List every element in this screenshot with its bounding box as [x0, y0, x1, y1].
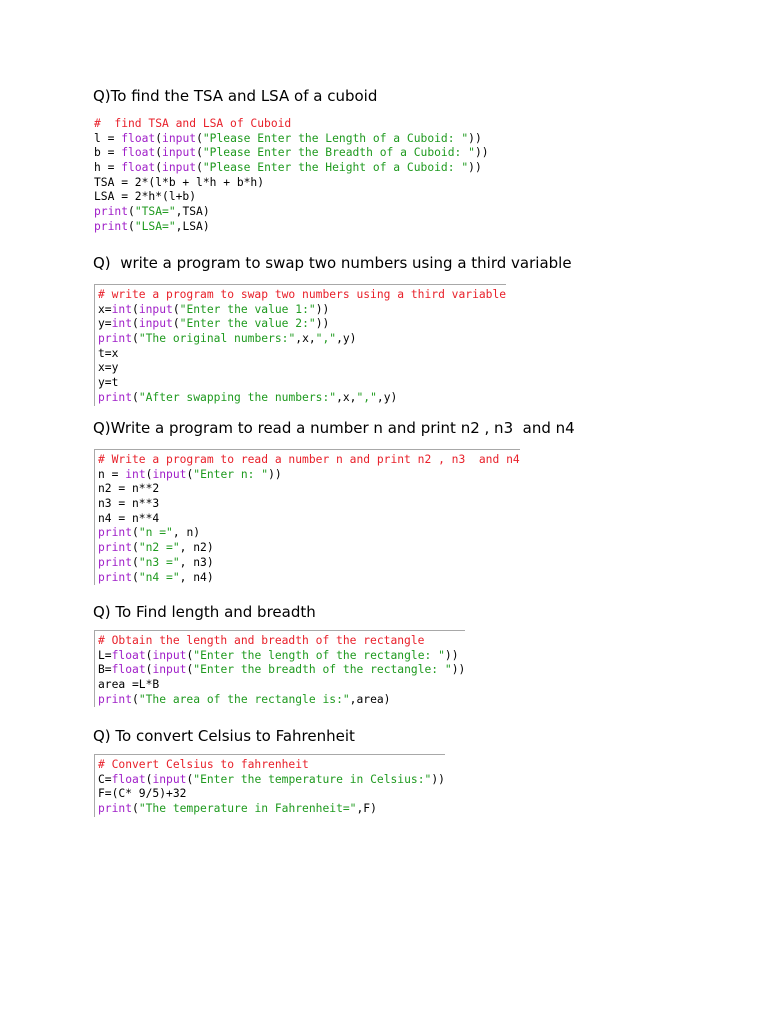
code-token-plain: ( [132, 692, 139, 706]
code-line [98, 453, 520, 468]
code-line [98, 347, 506, 362]
code-token-str: "," [356, 390, 377, 404]
code-token-plain: ( [132, 555, 139, 569]
code-token-plain: ( [128, 205, 135, 219]
code-line [98, 332, 506, 347]
code-token-plain: ( [132, 302, 139, 316]
code-token-plain: ,F) [356, 802, 377, 816]
code-token-plain: )) [451, 663, 466, 677]
code-token-plain: )) [431, 772, 445, 786]
section-5-heading: Q) To convert Celsius to Fahrenheit [93, 727, 355, 745]
code-token-plain: ,y) [336, 332, 357, 346]
code-token-plain: ( [145, 648, 153, 662]
code-token-plain: ( [155, 131, 163, 145]
code-token-plain: TSA = 2*(l*b + l*h + b*h) [94, 175, 265, 189]
code-token-comment: # Convert Celsius to fahrenheit [98, 758, 309, 771]
code-token-plain: x=y [98, 361, 119, 375]
code-token-plain: ,x, [336, 390, 357, 404]
code-line [94, 161, 489, 176]
code-token-plain: ,area) [349, 692, 391, 706]
code-token-str: "n =" [138, 526, 173, 540]
code-token-str: "The original numbers:" [138, 332, 296, 346]
code-token-plain: ( [196, 161, 203, 175]
code-token-str: "Enter n: " [193, 467, 269, 481]
code-line [98, 693, 465, 708]
code-token-plain: )) [315, 302, 330, 316]
code-line [94, 146, 489, 161]
code-token-kw: input [152, 663, 187, 677]
section-1-code [94, 117, 489, 235]
code-token-comment: # Obtain the length and breadth of the rectangle [98, 634, 425, 647]
code-token-plain: , n4) [179, 570, 214, 584]
code-token-str: "Please Enter the Length of a Cuboid: " [202, 131, 469, 145]
code-token-plain: t=x [98, 346, 119, 360]
code-line [98, 787, 445, 802]
code-token-kw: input [162, 161, 197, 175]
code-line [98, 482, 520, 497]
code-token-plain: b = [94, 146, 122, 160]
code-token-kw: input [152, 648, 187, 662]
code-token-plain: ( [132, 332, 139, 346]
code-token-plain: )) [315, 317, 330, 331]
code-token-plain: ( [132, 390, 139, 404]
code-token-kw: print [98, 570, 133, 584]
section-4-code [94, 630, 465, 707]
code-token-kw: float [121, 131, 156, 145]
code-token-plain: y=t [98, 376, 119, 390]
code-token-str: "Please Enter the Height of a Cuboid: " [202, 161, 469, 175]
code-token-plain: ( [172, 317, 180, 331]
code-token-kw: float [121, 161, 156, 175]
code-token-plain: , n) [172, 526, 201, 540]
code-token-comment: # find TSA and LSA of Cuboid [94, 117, 292, 130]
code-token-plain: ,x, [295, 332, 316, 346]
code-token-kw: print [98, 526, 133, 540]
code-token-plain: )) [444, 648, 459, 662]
code-token-str: "n2 =" [138, 541, 180, 555]
section-2-heading: Q) write a program to swap two numbers using a third variable [93, 254, 572, 272]
code-token-plain: ( [155, 146, 163, 160]
code-token-plain: area =L*B [98, 678, 160, 692]
code-line [98, 758, 445, 773]
code-token-kw: input [152, 467, 187, 481]
code-token-plain: ( [145, 772, 153, 786]
code-token-comment: # write a program to swap two numbers using a third variable [98, 288, 507, 301]
code-token-plain: , n3) [179, 555, 214, 569]
code-token-str: "After swapping the numbers:" [138, 390, 337, 404]
code-token-plain: B= [98, 663, 112, 677]
code-line [94, 205, 489, 220]
code-token-str: "Enter the value 1:" [179, 302, 316, 316]
code-token-plain: )) [468, 161, 482, 175]
code-token-plain: ( [145, 467, 153, 481]
code-line [98, 773, 445, 788]
code-token-plain: ( [186, 663, 194, 677]
code-line [98, 303, 506, 318]
code-token-kw: float [111, 663, 146, 677]
section-2-code [94, 284, 506, 406]
code-token-str: "Please Enter the Breadth of a Cuboid: " [202, 146, 475, 160]
code-token-plain: ( [186, 648, 194, 662]
code-token-plain: n3 = n**3 [98, 497, 160, 511]
code-token-plain: ( [132, 526, 139, 540]
code-token-plain: LSA = 2*h*(l+b) [94, 190, 197, 204]
code-line [98, 391, 506, 406]
code-token-str: "Enter the length of the rectangle: " [193, 648, 445, 662]
code-token-plain: ( [132, 570, 139, 584]
code-token-plain: ( [186, 467, 194, 481]
code-token-kw: print [98, 390, 133, 404]
code-token-kw: float [111, 648, 146, 662]
code-token-plain: h = [94, 161, 122, 175]
code-token-plain: ( [132, 802, 139, 816]
code-line [98, 802, 445, 817]
code-token-str: "The temperature in Fahrenheit=" [138, 802, 357, 816]
code-token-plain: , n2) [179, 541, 214, 555]
code-token-plain: x= [98, 302, 112, 316]
code-token-plain: L= [98, 648, 112, 662]
code-token-str: "Enter the value 2:" [179, 317, 316, 331]
code-token-plain: y= [98, 317, 112, 331]
code-token-kw: print [98, 692, 133, 706]
code-token-plain: n2 = n**2 [98, 482, 160, 496]
code-line [98, 678, 465, 693]
code-token-str: "n3 =" [138, 555, 180, 569]
code-token-plain: ( [145, 663, 153, 677]
code-token-kw: input [138, 317, 173, 331]
section-3-code [94, 449, 520, 585]
code-token-plain: ( [196, 146, 203, 160]
code-line [98, 376, 506, 391]
code-token-plain: ,y) [376, 390, 398, 404]
code-token-kw: print [98, 332, 133, 346]
code-token-plain: F=(C* 9/5)+32 [98, 787, 187, 801]
code-token-kw: input [138, 302, 173, 316]
code-token-plain: )) [474, 146, 489, 160]
code-line [98, 468, 520, 483]
code-token-comment: # Write a program to read a number n and print n2 , n3 and n4 [98, 453, 520, 466]
section-3-heading: Q)Write a program to read a number n and print n2 , n3 and n4 [93, 419, 575, 437]
code-line [98, 541, 520, 556]
code-token-plain: ( [155, 161, 163, 175]
code-token-str: "TSA=" [134, 205, 176, 219]
code-token-str: "n4 =" [138, 570, 180, 584]
code-token-plain: ( [186, 772, 194, 786]
code-token-plain: ,TSA) [175, 205, 210, 219]
code-line [98, 317, 506, 332]
code-token-kw: input [162, 146, 197, 160]
code-token-plain: ( [128, 219, 135, 233]
code-line [94, 132, 489, 147]
code-token-str: "Enter the temperature in Celsius:" [193, 772, 432, 786]
code-line [98, 571, 520, 586]
code-token-plain: )) [268, 467, 282, 481]
code-token-plain: ( [196, 131, 203, 145]
code-line [98, 634, 465, 649]
code-token-kw: input [162, 131, 197, 145]
code-token-plain: ,LSA) [175, 219, 210, 233]
code-line [98, 556, 520, 571]
code-line [94, 117, 489, 132]
code-token-kw: int [111, 302, 133, 316]
code-token-str: "The area of the rectangle is:" [138, 692, 350, 706]
code-line [94, 190, 489, 205]
code-line [98, 526, 520, 541]
code-token-kw: float [121, 146, 156, 160]
code-token-plain: n = [98, 467, 126, 481]
code-token-kw: float [111, 772, 146, 786]
code-line [98, 663, 465, 678]
code-line [94, 176, 489, 191]
code-line [94, 220, 489, 235]
code-token-kw: int [125, 467, 146, 481]
code-token-kw: print [98, 802, 133, 816]
code-token-kw: print [98, 555, 133, 569]
code-token-str: "Enter the breadth of the rectangle: " [193, 663, 452, 677]
code-token-str: "," [315, 332, 337, 346]
code-token-plain: )) [468, 131, 482, 145]
code-token-kw: int [111, 317, 133, 331]
code-token-plain: l = [94, 131, 122, 145]
code-token-plain: ( [132, 317, 139, 331]
code-token-str: "LSA=" [134, 219, 176, 233]
code-line [98, 649, 465, 664]
code-token-kw: print [94, 219, 129, 233]
section-4-heading: Q) To Find length and breadth [93, 603, 316, 621]
code-token-plain: ( [172, 302, 180, 316]
code-token-kw: print [98, 541, 133, 555]
code-line [98, 497, 520, 512]
code-token-kw: print [94, 205, 129, 219]
code-line [98, 512, 520, 527]
section-1-heading: Q)To find the TSA and LSA of a cuboid [93, 87, 378, 105]
code-token-kw: input [152, 772, 187, 786]
code-token-plain: n4 = n**4 [98, 511, 160, 525]
code-line [98, 288, 506, 303]
code-token-plain: C= [98, 772, 112, 786]
section-5-code [94, 754, 445, 817]
code-line [98, 361, 506, 376]
code-token-plain: ( [132, 541, 139, 555]
